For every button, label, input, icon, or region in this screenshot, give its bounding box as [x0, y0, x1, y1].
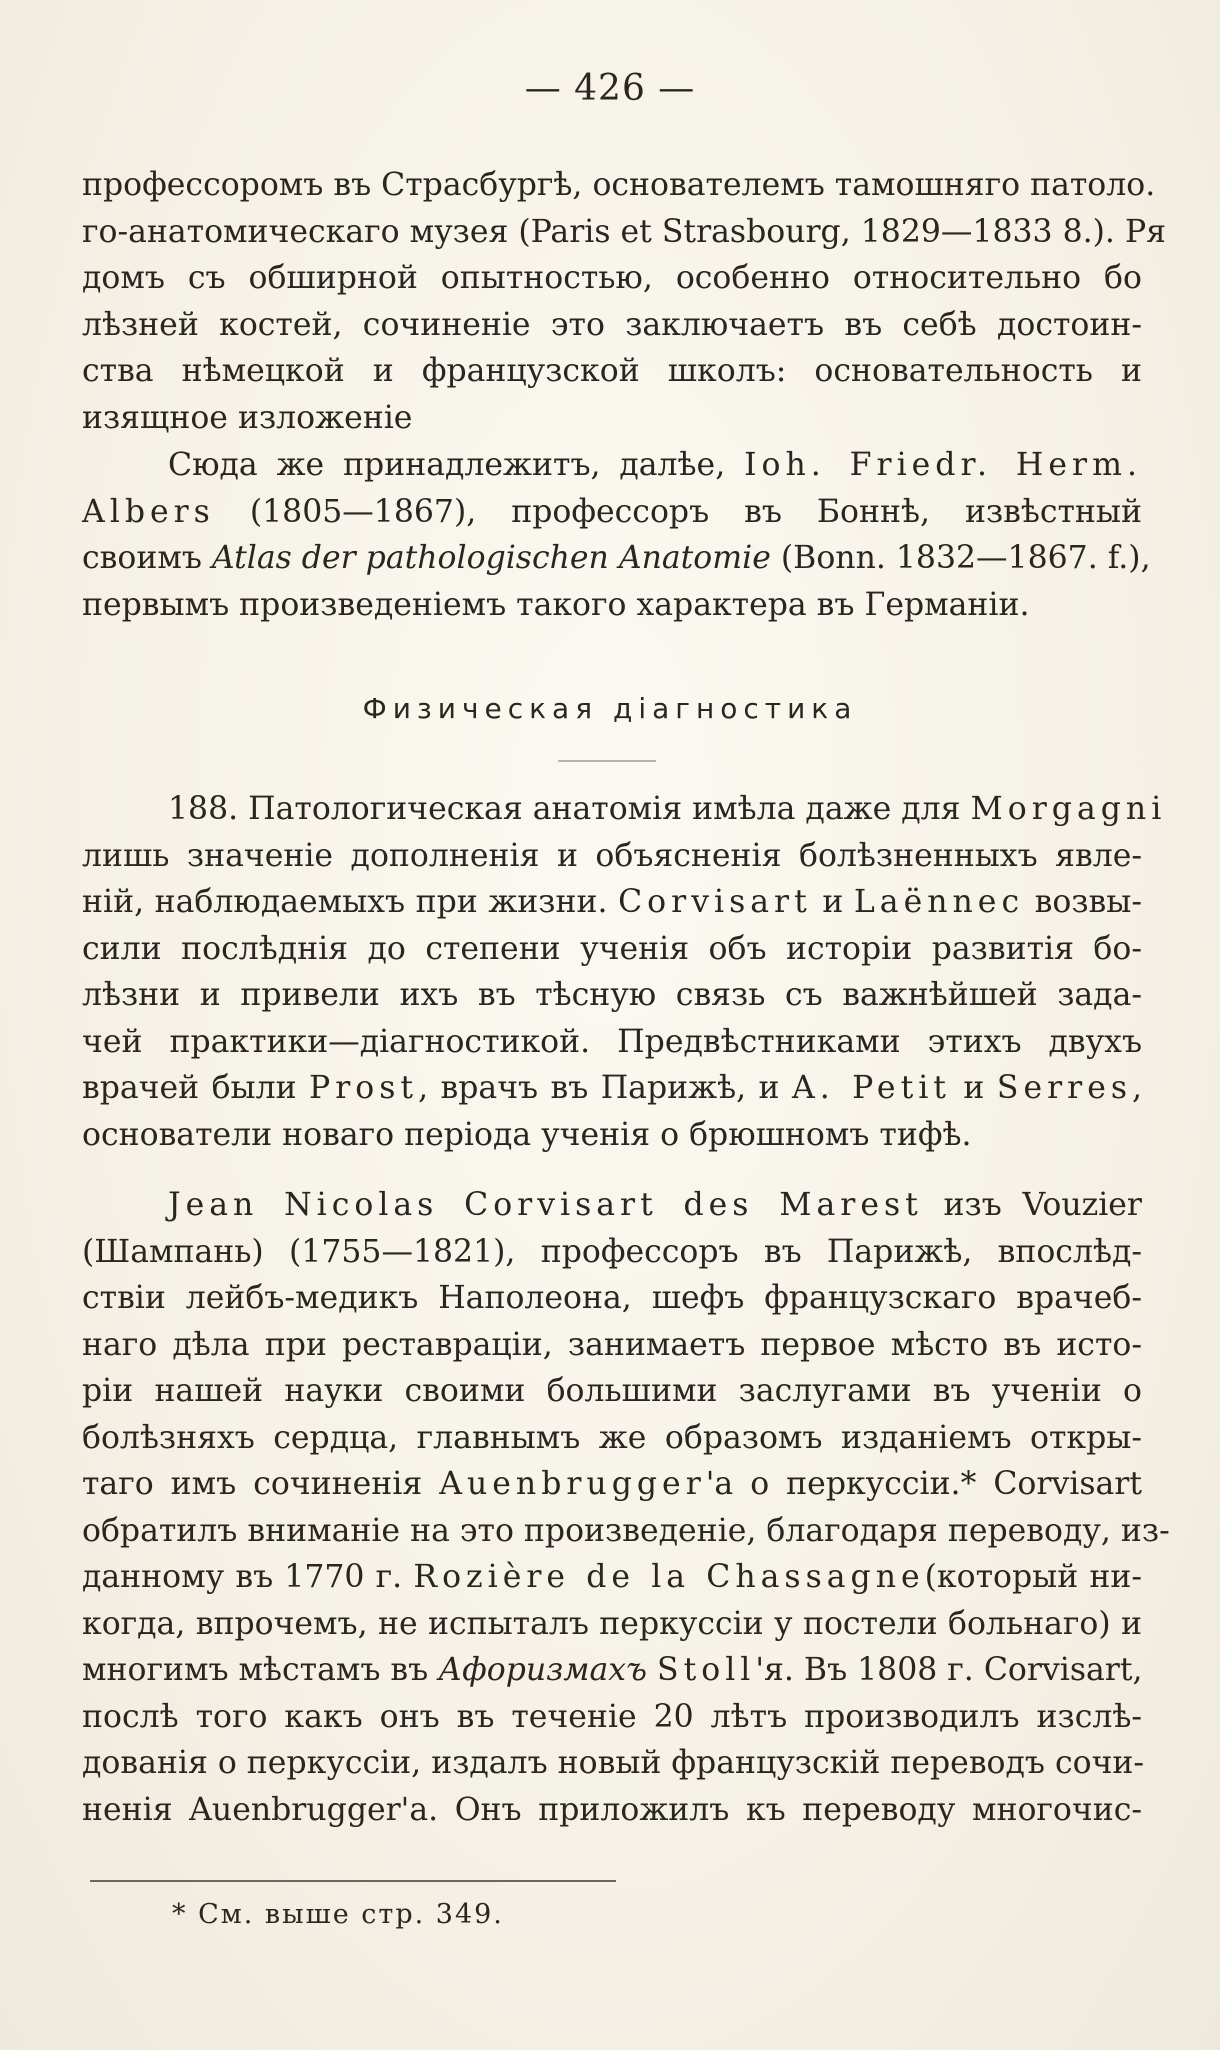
person-name: Laënnec — [853, 884, 1025, 920]
text-line: ненія Auenbrugger'a. Онъ приложилъ къ переводу многочис- — [82, 1791, 1142, 1828]
text-line — [82, 1065, 1142, 1112]
text-line: лѣзни и привели ихъ въ тѣсную связь съ важнѣйшей зада- — [82, 977, 1142, 1013]
text-line: го-анатомическаго музея (Paris et Strasbourg, 1829—1833 8.). Ря — [82, 213, 1167, 250]
text-line — [82, 489, 1142, 536]
text-line: когда, впрочемъ, не испыталъ перкуссіи у постели больнаго) и — [82, 1605, 1142, 1642]
line-text: (1805—1867), профессоръ въ Боннѣ, извѣстный — [249, 493, 1142, 530]
person-name: A. Petit — [791, 1070, 951, 1106]
text-line: первымъ произведеніемъ такого характера въ Германіи. — [82, 586, 1030, 623]
text-line: ствіи лейбъ-медикъ Наполеона, шефъ французскаго врачеб- — [82, 1280, 1142, 1316]
person-name: Stoll — [657, 1652, 756, 1688]
person-name: Corvisart — [618, 884, 812, 920]
paragraph-1 — [82, 162, 1167, 441]
person-name: Auenbrugger — [439, 1466, 706, 1502]
person-name: Ioh. Friedr. Herm. — [744, 447, 1142, 483]
text-line: болѣзняхъ сердца, главнымъ же образомъ изданіемъ откры- — [82, 1419, 1142, 1456]
page-number: — 426 — — [524, 68, 696, 109]
line-text: своимъ — [82, 540, 202, 576]
footnote: * См. выше стр. 349. — [172, 1899, 504, 1930]
text-line: обратилъ вниманіе на это произведеніе, благодаря переводу, из- — [82, 1512, 1170, 1549]
line-text: ній, наблюдаемыхъ при жизни. — [82, 884, 608, 920]
line-text: Сюда же принадлежитъ, далѣе, — [168, 447, 726, 483]
line-text: врачей были — [82, 1070, 297, 1106]
line-text: и — [822, 884, 844, 920]
line-text: 'я. Въ 1808 г. Corvisart, — [755, 1652, 1143, 1688]
text-line: ства нѣмецкой и французской школъ: основательность и — [82, 353, 1142, 389]
person-name: Serres — [996, 1070, 1133, 1106]
line-text: возвы- — [1034, 884, 1142, 920]
text-line — [82, 879, 1142, 926]
line-text: 'а о перкуссіи.* Corvisart — [705, 1466, 1142, 1502]
line-text: 188. Патологическая анатомія имѣла даже для — [168, 791, 961, 827]
text-line: чей практики—діагностикой. Предвѣстниками этихъ двухъ — [82, 1023, 1142, 1060]
text-line: сили послѣднія до степени ученія объ исторіи развитія бо- — [82, 930, 1142, 967]
text-line: лѣзней костей, сочиненіе это заключаетъ въ себѣ достоин- — [82, 306, 1142, 343]
line-text: изъ Vouzier — [943, 1187, 1142, 1223]
text-line — [82, 1647, 1142, 1694]
line-text: многимъ мѣстамъ въ — [82, 1652, 429, 1688]
text-line: профессоромъ въ Страсбургѣ, основателемъ тамошняго патоло. — [82, 167, 1156, 203]
text-line: (Шампань) (1755—1821), профессоръ въ Парижѣ, впослѣд- — [82, 1233, 1142, 1270]
line-text: (который ни- — [924, 1559, 1142, 1595]
paragraph-4 — [82, 1182, 1170, 1833]
text-line: лишь значеніе дополненія и объясненія болѣзненныхъ явле- — [82, 837, 1142, 874]
line-text: таго имъ сочиненія — [82, 1466, 423, 1502]
text-line — [82, 1461, 1142, 1508]
text-line: изящное изложеніе — [82, 399, 413, 436]
text-line: дованія о перкуссіи, издалъ новый французскій переводъ сочи- — [82, 1745, 1145, 1781]
book-title: Atlas der pathologischen Anatomie — [211, 540, 771, 576]
text-line: ріи нашей науки своими большими заслугами въ ученіи о — [82, 1373, 1142, 1409]
section-divider — [558, 760, 656, 762]
line-text: и — [963, 1070, 985, 1106]
text-line: домъ съ обширной опытностью, особенно относительно бо — [82, 260, 1142, 296]
person-name: Jean Nicolas Corvisart des Marest — [168, 1187, 923, 1223]
book-title: Афоризмахъ — [438, 1652, 647, 1688]
line-text: (Bonn. 1832—1867. f.), — [780, 540, 1151, 576]
text-line — [82, 1554, 1142, 1601]
text-line — [82, 535, 1151, 582]
text-line — [82, 1182, 1142, 1229]
paragraph-2 — [82, 442, 1151, 628]
person-name: Albers — [82, 493, 215, 530]
paragraph-3 — [82, 786, 1167, 1158]
line-text: данному въ 1770 г. — [82, 1559, 403, 1595]
line-text: , врачъ въ Парижѣ, и — [418, 1070, 780, 1106]
text-line — [82, 786, 1167, 833]
line-text: , — [1132, 1070, 1143, 1106]
text-line: наго дѣла при реставраціи, занимаетъ первое мѣсто въ исто- — [82, 1326, 1142, 1363]
section-heading: Физическая діагностика — [362, 692, 858, 725]
footnote-divider — [90, 1880, 616, 1882]
text-line — [82, 442, 1142, 489]
text-line: основатели новаго періода ученія о брюшномъ тифѣ. — [82, 1116, 972, 1153]
text-line: послѣ того какъ онъ въ теченіе 20 лѣтъ производилъ изслѣ- — [82, 1698, 1142, 1735]
person-name: Morgagni — [970, 791, 1167, 827]
person-name: Rozière de la Chassagne — [413, 1559, 925, 1595]
person-name: Prost — [309, 1070, 419, 1106]
